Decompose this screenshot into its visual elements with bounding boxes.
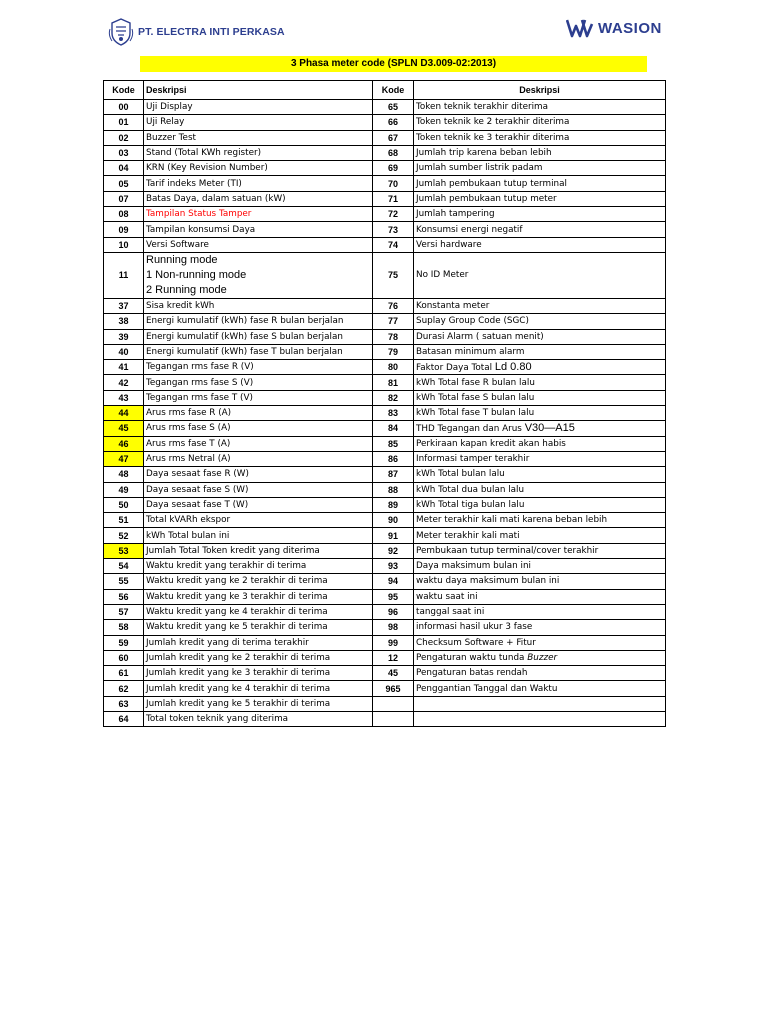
table-row xyxy=(104,207,666,222)
code-cell: 71 xyxy=(373,191,414,206)
description-cell: Waktu kredit yang ke 4 terakhir di terima xyxy=(144,604,373,619)
description-cell: Jumlah pembukaan tutup terminal xyxy=(414,176,666,191)
code-cell: 59 xyxy=(104,635,144,650)
description-cell: Total kVARh ekspor xyxy=(144,513,373,528)
code-cell: 84 xyxy=(373,421,414,436)
description-cell: Sisa kredit kWh xyxy=(144,298,373,313)
highlighted-code-cell: 53 xyxy=(104,543,144,558)
description-cell: kWh Total dua bulan lalu xyxy=(414,482,666,497)
description-cell: Daya sesaat fase R (W) xyxy=(144,467,373,482)
code-cell: 05 xyxy=(104,176,144,191)
table-row xyxy=(104,650,666,665)
code-cell: 83 xyxy=(373,406,414,421)
description-cell: Daya maksimum bulan ini xyxy=(414,559,666,574)
description-cell: informasi hasil ukur 3 fase xyxy=(414,620,666,635)
code-cell: 02 xyxy=(104,130,144,145)
description-cell: Meter terakhir kali mati karena beban lebih xyxy=(414,513,666,528)
code-cell: 75 xyxy=(373,252,414,298)
empty-description-cell xyxy=(414,711,666,726)
table-row xyxy=(104,191,666,206)
highlighted-code-cell: 44 xyxy=(104,406,144,421)
code-cell: 40 xyxy=(104,344,144,359)
description-cell: kWh Total bulan ini xyxy=(144,528,373,543)
description-cell: Waktu kredit yang ke 2 terakhir di terima xyxy=(144,574,373,589)
description-cell: kWh Total fase R bulan lalu xyxy=(414,375,666,390)
description-cell: Jumlah trip karena beban lebih xyxy=(414,145,666,160)
table-row xyxy=(104,360,666,375)
code-cell: 52 xyxy=(104,528,144,543)
table-row xyxy=(104,528,666,543)
code-cell: 50 xyxy=(104,497,144,512)
description-cell: Informasi tamper terakhir xyxy=(414,451,666,466)
table-row xyxy=(104,451,666,466)
description-cell: Arus rms fase T (A) xyxy=(144,436,373,451)
code-cell: 82 xyxy=(373,390,414,405)
code-cell: 87 xyxy=(373,467,414,482)
tamper-status-description: Tampilan Status Tamper xyxy=(144,207,373,222)
code-cell: 89 xyxy=(373,497,414,512)
description-cell: Perkiraan kapan kredit akan habis xyxy=(414,436,666,451)
description-cell: Token teknik ke 2 terakhir diterima xyxy=(414,115,666,130)
table-row xyxy=(104,696,666,711)
description-cell xyxy=(414,421,666,436)
description-cell: Daya sesaat fase S (W) xyxy=(144,482,373,497)
table-row xyxy=(104,497,666,512)
table-row-running-mode xyxy=(104,252,666,298)
table-row xyxy=(104,635,666,650)
code-cell: 96 xyxy=(373,604,414,619)
table-row xyxy=(104,543,666,558)
description-cell: Suplay Group Code (SGC) xyxy=(414,314,666,329)
table-row xyxy=(104,298,666,313)
code-cell: 81 xyxy=(373,375,414,390)
code-cell: 99 xyxy=(373,635,414,650)
description-cell: waktu saat ini xyxy=(414,589,666,604)
table-row xyxy=(104,406,666,421)
table-row xyxy=(104,390,666,405)
code-cell: 48 xyxy=(104,467,144,482)
code-cell: 37 xyxy=(104,298,144,313)
code-cell: 63 xyxy=(104,696,144,711)
code-cell: 09 xyxy=(104,222,144,237)
running-mode-line: Running mode xyxy=(146,253,218,266)
description-cell: Meter terakhir kali mati xyxy=(414,528,666,543)
description-cell: Checksum Software + Fitur xyxy=(414,635,666,650)
description-cell: Energi kumulatif (kWh) fase R bulan berjalan xyxy=(144,314,373,329)
code-cell: 04 xyxy=(104,161,144,176)
table-header-row xyxy=(104,81,666,100)
code-cell: 98 xyxy=(373,620,414,635)
description-cell: Versi hardware xyxy=(414,237,666,252)
code-cell: 72 xyxy=(373,207,414,222)
table-row xyxy=(104,344,666,359)
description-cell: Tegangan rms fase R (V) xyxy=(144,360,373,375)
brand-name: WASION xyxy=(598,19,662,37)
description-cell: Buzzer Test xyxy=(144,130,373,145)
code-cell: 67 xyxy=(373,130,414,145)
code-cell: 49 xyxy=(104,482,144,497)
thd-value: V30—A15 xyxy=(524,422,575,435)
table-row xyxy=(104,100,666,115)
buzzer-text: Buzzer xyxy=(527,652,558,663)
description-cell: Jumlah kredit yang di terima terakhir xyxy=(144,635,373,650)
code-cell: 55 xyxy=(104,574,144,589)
power-factor-value: Ld 0.80 xyxy=(494,361,532,374)
empty-description-cell xyxy=(414,696,666,711)
wasion-mark-icon xyxy=(566,18,596,38)
table-row xyxy=(104,711,666,726)
description-cell: Tegangan rms fase S (V) xyxy=(144,375,373,390)
description-cell: kWh Total fase T bulan lalu xyxy=(414,406,666,421)
code-cell: 77 xyxy=(373,314,414,329)
description-cell: Arus rms fase S (A) xyxy=(144,421,373,436)
brand-logo xyxy=(566,18,662,38)
code-cell: 61 xyxy=(104,666,144,681)
company-emblem-icon xyxy=(108,17,134,47)
code-cell: 56 xyxy=(104,589,144,604)
description-text: Faktor Daya Total xyxy=(416,363,493,374)
description-cell: Konstanta meter xyxy=(414,298,666,313)
description-cell: Jumlah kredit yang ke 2 terakhir di terima xyxy=(144,650,373,665)
description-text: THD Tegangan dan Arus xyxy=(416,424,522,435)
table-row xyxy=(104,436,666,451)
code-cell: 88 xyxy=(373,482,414,497)
highlighted-code-cell: 47 xyxy=(104,451,144,466)
description-cell: Jumlah pembukaan tutup meter xyxy=(414,191,666,206)
table-row xyxy=(104,145,666,160)
page-title: 3 Phasa meter code (SPLN D3.009-02:2013) xyxy=(140,56,647,72)
code-cell: 70 xyxy=(373,176,414,191)
table-row xyxy=(104,130,666,145)
header-kode-right: Kode xyxy=(373,81,414,100)
code-cell: 08 xyxy=(104,207,144,222)
code-cell: 60 xyxy=(104,650,144,665)
table-row xyxy=(104,681,666,696)
company-header xyxy=(108,16,285,48)
code-cell: 51 xyxy=(104,513,144,528)
table-row xyxy=(104,666,666,681)
description-cell: Energi kumulatif (kWh) fase T bulan berjalan xyxy=(144,344,373,359)
table-row xyxy=(104,513,666,528)
code-cell: 38 xyxy=(104,314,144,329)
description-cell: Jumlah kredit yang ke 5 terakhir di terima xyxy=(144,696,373,711)
description-cell: Pembukaan tutup terminal/cover terakhir xyxy=(414,543,666,558)
code-cell: 66 xyxy=(373,115,414,130)
running-mode-line: 1 Non-running mode xyxy=(146,268,247,281)
description-cell: Batas Daya, dalam satuan (kW) xyxy=(144,191,373,206)
code-cell: 85 xyxy=(373,436,414,451)
description-cell: Daya sesaat fase T (W) xyxy=(144,497,373,512)
description-cell: Jumlah sumber listrik padam xyxy=(414,161,666,176)
code-cell: 01 xyxy=(104,115,144,130)
highlighted-code-cell: 45 xyxy=(104,421,144,436)
description-cell: Energi kumulatif (kWh) fase S bulan berjalan xyxy=(144,329,373,344)
description-text: Pengaturan waktu tunda xyxy=(416,652,525,663)
table-row xyxy=(104,604,666,619)
description-cell: Penggantian Tanggal dan Waktu xyxy=(414,681,666,696)
code-cell: 11 xyxy=(104,252,144,298)
description-cell: KRN (Key Revision Number) xyxy=(144,161,373,176)
table-row xyxy=(104,176,666,191)
description-cell: Versi Software xyxy=(144,237,373,252)
code-cell: 73 xyxy=(373,222,414,237)
description-cell: Tampilan konsumsi Daya xyxy=(144,222,373,237)
table-row xyxy=(104,574,666,589)
table-row xyxy=(104,375,666,390)
description-cell: No ID Meter xyxy=(414,252,666,298)
table-row xyxy=(104,421,666,436)
description-cell: Konsumsi energi negatif xyxy=(414,222,666,237)
table-row xyxy=(104,559,666,574)
code-cell: 65 xyxy=(373,100,414,115)
code-cell: 69 xyxy=(373,161,414,176)
code-cell: 62 xyxy=(104,681,144,696)
code-cell: 965 xyxy=(373,681,414,696)
code-cell: 10 xyxy=(104,237,144,252)
code-cell: 86 xyxy=(373,451,414,466)
empty-code-cell xyxy=(373,696,414,711)
description-cell: Jumlah kredit yang ke 4 terakhir di terima xyxy=(144,681,373,696)
description-cell: Waktu kredit yang terakhir di terima xyxy=(144,559,373,574)
description-cell: Waktu kredit yang ke 5 terakhir di terima xyxy=(144,620,373,635)
description-cell: Arus rms Netral (A) xyxy=(144,451,373,466)
table-row xyxy=(104,620,666,635)
header-deskripsi-left: Deskripsi xyxy=(144,81,373,100)
description-cell: Durasi Alarm ( satuan menit) xyxy=(414,329,666,344)
empty-code-cell xyxy=(373,711,414,726)
header-kode-left: Kode xyxy=(104,81,144,100)
description-cell: Batasan minimum alarm xyxy=(414,344,666,359)
code-cell: 07 xyxy=(104,191,144,206)
description-cell: Stand (Total KWh register) xyxy=(144,145,373,160)
code-cell: 03 xyxy=(104,145,144,160)
description-cell: kWh Total tiga bulan lalu xyxy=(414,497,666,512)
table-row xyxy=(104,115,666,130)
code-cell: 94 xyxy=(373,574,414,589)
code-cell: 76 xyxy=(373,298,414,313)
description-cell: Jumlah kredit yang ke 3 terakhir di terima xyxy=(144,666,373,681)
code-cell: 42 xyxy=(104,375,144,390)
code-cell: 80 xyxy=(373,360,414,375)
code-cell: 64 xyxy=(104,711,144,726)
description-cell: kWh Total fase S bulan lalu xyxy=(414,390,666,405)
code-cell: 00 xyxy=(104,100,144,115)
code-cell: 39 xyxy=(104,329,144,344)
running-mode-description xyxy=(144,252,373,298)
table-row xyxy=(104,482,666,497)
description-cell: Jumlah tampering xyxy=(414,207,666,222)
description-cell: Arus rms fase R (A) xyxy=(144,406,373,421)
description-cell: Total token teknik yang diterima xyxy=(144,711,373,726)
highlighted-code-cell: 46 xyxy=(104,436,144,451)
company-name: PT. ELECTRA INTI PERKASA xyxy=(138,26,285,38)
table-row xyxy=(104,589,666,604)
description-cell: Pengaturan batas rendah xyxy=(414,666,666,681)
description-cell: Uji Display xyxy=(144,100,373,115)
description-cell: tanggal saat ini xyxy=(414,604,666,619)
table-row xyxy=(104,329,666,344)
description-cell: Jumlah Total Token kredit yang diterima xyxy=(144,543,373,558)
table-row xyxy=(104,222,666,237)
header-deskripsi-right: Deskripsi xyxy=(414,81,666,100)
description-cell: Token teknik ke 3 terakhir diterima xyxy=(414,130,666,145)
table-row xyxy=(104,237,666,252)
code-cell: 43 xyxy=(104,390,144,405)
code-cell: 41 xyxy=(104,360,144,375)
table-row xyxy=(104,161,666,176)
meter-code-table xyxy=(103,80,666,727)
description-cell: Tegangan rms fase T (V) xyxy=(144,390,373,405)
code-cell: 74 xyxy=(373,237,414,252)
code-cell: 54 xyxy=(104,559,144,574)
running-mode-line: 2 Running mode xyxy=(146,283,227,296)
description-cell xyxy=(414,650,666,665)
code-cell: 45 xyxy=(373,666,414,681)
description-cell: kWh Total bulan lalu xyxy=(414,467,666,482)
description-cell: waktu daya maksimum bulan ini xyxy=(414,574,666,589)
code-cell: 58 xyxy=(104,620,144,635)
code-cell: 78 xyxy=(373,329,414,344)
code-cell: 92 xyxy=(373,543,414,558)
description-cell: Token teknik terakhir diterima xyxy=(414,100,666,115)
description-cell: Tarif indeks Meter (TI) xyxy=(144,176,373,191)
table-row xyxy=(104,314,666,329)
description-cell xyxy=(414,360,666,375)
code-cell: 90 xyxy=(373,513,414,528)
code-cell: 68 xyxy=(373,145,414,160)
code-cell: 79 xyxy=(373,344,414,359)
code-cell: 91 xyxy=(373,528,414,543)
description-cell: Waktu kredit yang ke 3 terakhir di terima xyxy=(144,589,373,604)
code-cell: 95 xyxy=(373,589,414,604)
code-cell: 12 xyxy=(373,650,414,665)
description-cell: Uji Relay xyxy=(144,115,373,130)
code-cell: 93 xyxy=(373,559,414,574)
code-cell: 57 xyxy=(104,604,144,619)
table-row xyxy=(104,467,666,482)
